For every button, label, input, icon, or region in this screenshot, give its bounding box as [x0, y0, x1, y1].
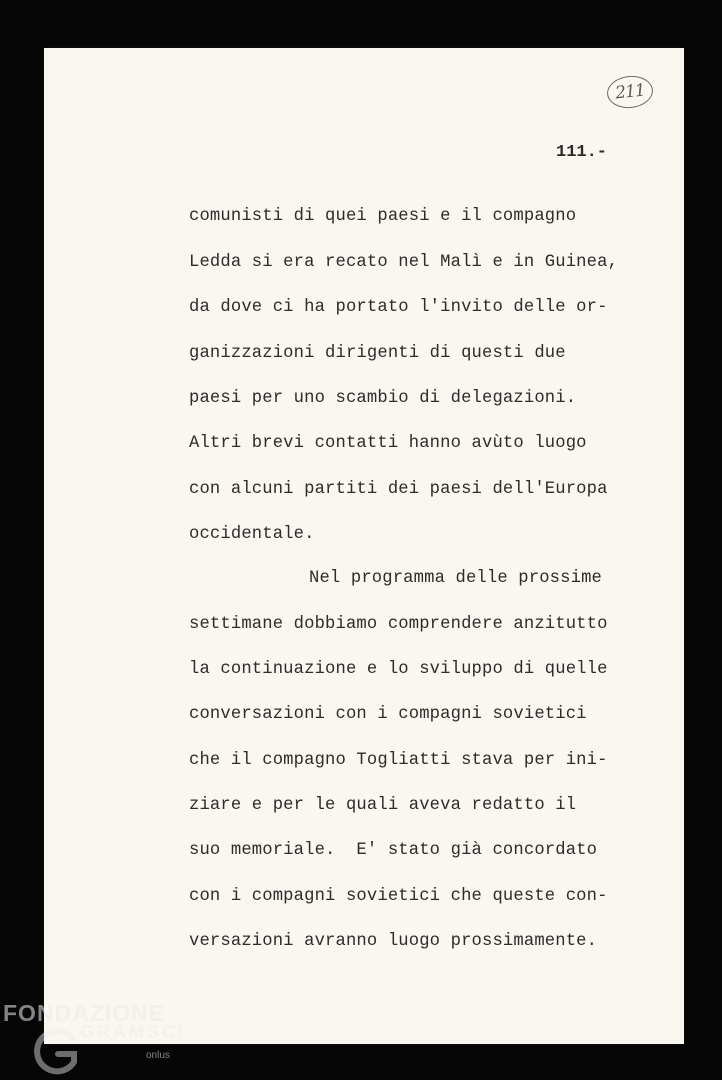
gramsci-g-logo-icon: [28, 1028, 84, 1078]
text-line-15: suo memoriale. E' stato già concordato: [189, 841, 598, 860]
watermark-gramsci-name: GRAMSCI: [80, 1022, 186, 1042]
text-line-16: con i compagni sovietici che queste con-: [189, 887, 608, 906]
text-line-6: Altri brevi contatti hanno avùto luogo: [189, 434, 587, 453]
text-line-5: paesi per uno scambio di delegazioni.: [189, 389, 577, 408]
fondazione-gramsci-watermark: [0, 998, 200, 1080]
text-line-1: comunisti di quei paesi e il compagno: [189, 207, 577, 226]
text-line-13: che il compagno Togliatti stava per ini-: [189, 751, 608, 770]
text-line-10: settimane dobbiamo comprendere anzitutto: [189, 615, 608, 634]
text-line-4: ganizzazioni dirigenti di questi due: [189, 344, 566, 363]
text-line-12: conversazioni con i compagni sovietici: [189, 705, 587, 724]
text-line-17: versazioni avranno luogo prossimamente.: [189, 932, 598, 951]
handwritten-folio-number: 211: [605, 74, 654, 111]
text-line-14: ziare e per le quali aveva redatto il: [189, 796, 577, 815]
watermark-onlus: onlus: [146, 1050, 170, 1061]
text-line-7: con alcuni partiti dei paesi dell'Europa: [189, 480, 608, 499]
watermark-foundation-name: FONDAZIONE: [3, 1000, 166, 1026]
text-line-9: Nel programma delle prossime: [309, 569, 602, 588]
text-line-11: la continuazione e lo sviluppo di quelle: [189, 660, 608, 679]
text-line-3: da dove ci ha portato l'invito delle or-: [189, 298, 608, 317]
text-line-2: Ledda si era recato nel Malì e in Guinea,: [189, 253, 619, 272]
page-number: 111.-: [556, 143, 608, 162]
text-line-8: occidentale.: [189, 525, 315, 544]
